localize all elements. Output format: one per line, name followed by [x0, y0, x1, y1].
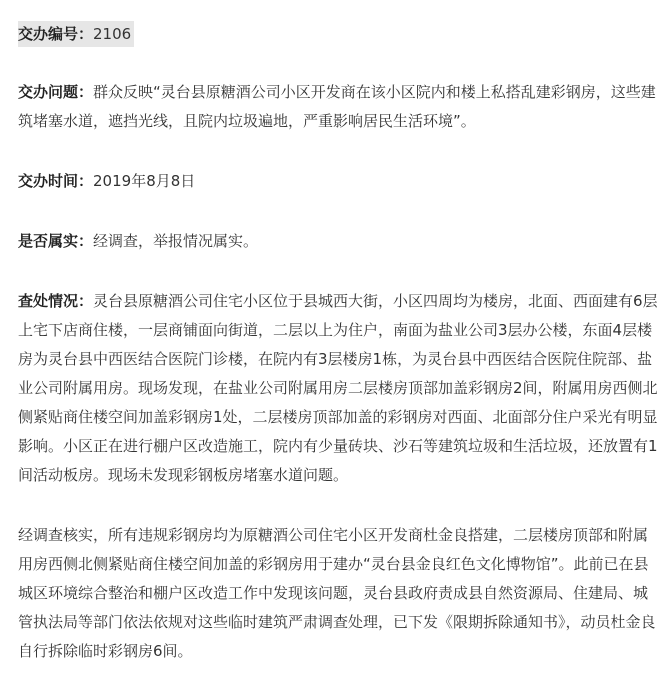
case-time-row — [18, 167, 659, 196]
case-findings-label: 查处情况： — [18, 292, 94, 310]
case-time-label: 交办时间： — [18, 172, 94, 190]
case-number-row — [18, 21, 134, 47]
case-findings-row — [18, 287, 659, 490]
case-issue-value: 群众反映“灵台县原糖酒公司小区开发商在该小区院内和楼上私搭乱建彩钢房，这些建筑堵塞水道，遮挡光线，且院内垃圾遍地，严重影响居民生活环境”。 — [18, 83, 656, 130]
case-findings-value: 灵台县原糖酒公司住宅小区位于县城西大街，小区四周均为楼房，北面、西面建有6层上宅下店商住楼，一层商铺面向街道，二层以上为住户，南面为盐业公司3层办公楼，东面4层楼房为灵台县中西医结合医院门诊楼，在院内有3层楼房1栋，为灵台县中西医结合医院住院部、盐业公司附属用房。现场发现，在盐业公司附属用房二层楼房顶部加盖彩钢房2间，附属用房西侧北侧紧贴商住楼空间加盖彩钢房1处，二层楼房顶部加盖的彩钢房对西面、北面部分住户采光有明显影响。小区正在进行棚户区改造施工，院内有少量砖块、沙石等建筑垃圾和生活垃圾，还放置有1间活动板房。现场未发现彩钢板房堵塞水道问题。 — [18, 292, 658, 484]
case-number-value: 2106 — [93, 25, 132, 43]
case-number-label: 交办编号： — [18, 25, 94, 43]
case-verified-value: 经调查，举报情况属实。 — [93, 232, 259, 250]
case-issue-row — [18, 78, 659, 136]
case-time-value: 2019年8月8日 — [93, 172, 196, 190]
case-verified-row — [18, 227, 659, 256]
case-conclusion-paragraph: 经调查核实，所有违规彩钢房均为原糖酒公司住宅小区开发商杜金良搭建，二层楼房顶部和附属用房西侧北侧紧贴商住楼空间加盖的彩钢房用于建办“灵台县金良红色文化博物馆”。此前已在县城区环境综合整治和棚户区改造工作中发现该问题，灵台县政府责成县自然资源局、住建局、城管执法局等部门依法依规对这些临时建筑严肃调查处理，已下发《限期拆除通知书》，动员杜金良自行拆除临时彩钢房6间。 — [18, 526, 656, 660]
case-verified-label: 是否属实： — [18, 232, 94, 250]
case-issue-label: 交办问题： — [18, 83, 94, 101]
